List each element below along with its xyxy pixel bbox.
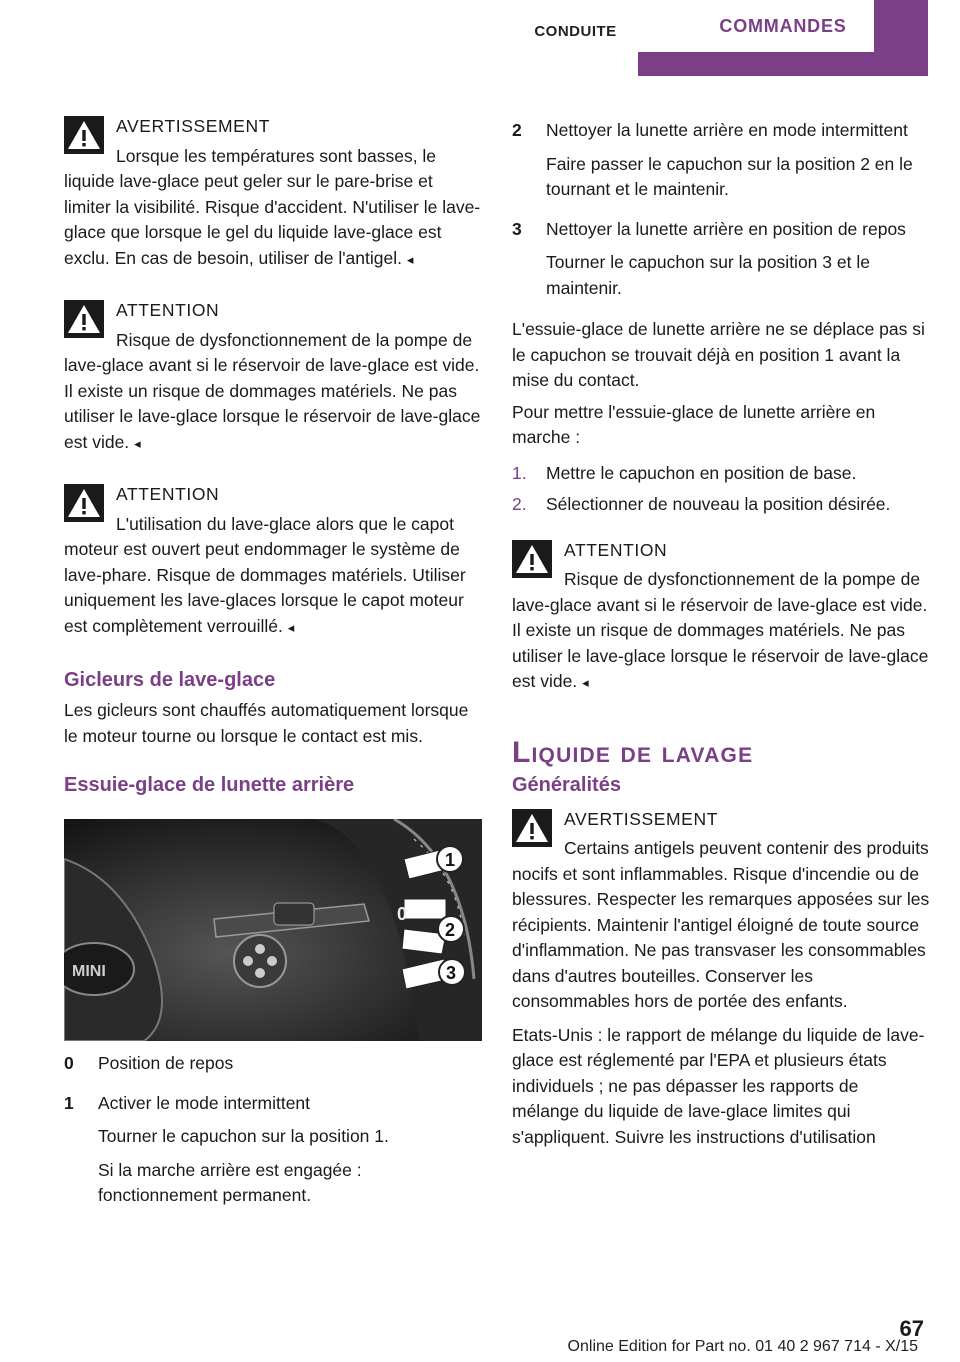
legend-right — [512, 118, 930, 309]
left-column — [64, 112, 482, 1223]
warning-title: ATTENTION — [116, 484, 220, 504]
warning-triangle-icon — [64, 116, 104, 154]
steps-list — [512, 461, 930, 518]
end-mark: ◂ — [134, 435, 141, 451]
warning-block-5 — [512, 805, 930, 1015]
warning-text: Risque de dysfonctionnement de la pompe de lave-glace avant si le réservoir de lave-glace est vide. Il existe un risque de dommages matériels. Ne pas utiliser le lave-glace lorsque le réservoir de lave-glace est vide. ◂ — [512, 569, 929, 691]
legend-line: Faire passer le capuchon sur la position 2 en le tournant et le maintenir. — [546, 153, 913, 199]
tab-conduite-label: CONDUITE — [534, 22, 617, 40]
wiper-stalk-figure — [64, 819, 482, 1041]
paragraph-rear-wiper-start: Pour mettre l'essuie-glace de lunette arrière en marche : — [512, 401, 876, 447]
figure-label-2: 2 — [445, 920, 456, 940]
edition-footer: Online Edition for Part no. 01 40 2 967 714 - X/15 — [567, 1338, 918, 1355]
section-title-liquide: Liquide de lavage — [512, 735, 754, 769]
section-title-gicleurs: Gicleurs de lave-glace — [64, 669, 276, 691]
figure-label-1: 1 — [445, 850, 456, 870]
warning-text: Certains antigels peuvent contenir des produits nocifs et sont inflammables. Risque d'incendie ou de blessures. Respecter les remarques apposées sur les récipients. Maintenir l'antigel éloigné de toute source d'inflammation. Ne pas transvaser les consommables dans d'autres bouteilles. Conserver les consommables hors de portée des enfants. — [512, 838, 930, 1011]
right-column — [512, 118, 930, 1156]
warning-triangle-icon — [512, 540, 552, 578]
figure-label-3: 3 — [446, 963, 457, 983]
legend-item-3 — [512, 217, 930, 310]
paragraph-usa-regulation: Etats-Unis : le rapport de mélange du liquide de lave-glace est réglementé par l'EPA et plusieurs états individuels ; ne pas dépasser les rapports de mélange du liquide de lave-glace limites qui s'appliquent. Suivre les instructions d'utilisation — [512, 1024, 925, 1147]
legend-line: Position de repos — [98, 1053, 234, 1073]
warning-block-3 — [64, 480, 482, 640]
figure-label-0: 0 — [397, 904, 408, 924]
legend-number: 1 — [64, 1092, 74, 1113]
legend-line: Si la marche arrière est engagée : fonctionnement permanent. — [98, 1159, 362, 1205]
warning-text: Risque de dysfonctionnement de la pompe de lave-glace avant si le réservoir de lave-glace est vide. Il existe un risque de dommages matériels. Ne pas utiliser le lave-glace lorsque le réservoir de lave-glace est vide. ◂ — [64, 329, 481, 452]
warning-text: Lorsque les températures sont basses, le liquide lave-glace peut geler sur le pare-brise et limiter la visibilité. Risque d'accident. N'utiliser le lave-glace que lorsque le gel du liquide lave-glace est exclu. En cas de besoin, utiliser de l'antigel. ◂ — [64, 145, 481, 268]
step-text: Sélectionner de nouveau la position désirée. — [546, 494, 891, 514]
warning-triangle-icon — [512, 809, 552, 847]
warning-title: ATTENTION — [564, 539, 668, 560]
legend-number: 2 — [512, 120, 522, 140]
tab-commandes[interactable] — [638, 0, 928, 76]
warning-title: ATTENTION — [116, 300, 220, 320]
warning-block-2 — [64, 296, 482, 456]
end-mark: ◂ — [582, 675, 589, 690]
end-mark: ◂ — [287, 619, 295, 635]
warning-title: AVERTISSEMENT — [564, 808, 718, 829]
tab-commandes-label: COMMANDES — [719, 16, 847, 36]
legend-line: Tourner le capuchon sur la position 3 et le maintenir. — [546, 252, 870, 298]
step-item — [512, 461, 930, 487]
legend-line: Activer le mode intermittent — [98, 1092, 311, 1113]
tab-conduite[interactable] — [513, 0, 638, 62]
legend-line: Nettoyer la lunette arrière en position de repos — [546, 218, 906, 239]
warning-block-4 — [512, 536, 930, 696]
legend-item-1 — [64, 1091, 482, 1217]
section-title-essuie-glace: Essuie-glace de lunette arrière — [64, 774, 355, 796]
legend-item-2 — [512, 118, 930, 211]
step-item — [512, 492, 930, 518]
header-tabs — [513, 0, 928, 76]
legend-item-0 — [64, 1051, 482, 1085]
legend-line: Nettoyer la lunette arrière en mode intermittent — [546, 120, 908, 140]
warning-block-1 — [64, 112, 482, 272]
section-subtitle-generalites: Généralités — [512, 774, 621, 796]
mini-logo: MINI — [72, 963, 106, 980]
end-mark: ◂ — [406, 251, 414, 267]
page-number: 67 — [899, 1316, 924, 1341]
warning-triangle-icon — [64, 484, 104, 522]
step-text: Mettre le capuchon en position de base. — [546, 462, 857, 483]
warning-text: L'utilisation du lave-glace alors que le capot moteur est ouvert peut endommager le système de lave-phare. Risque de dommages matériels. Utiliser uniquement les lave-glaces lorsque le capot moteur est complètement verrouillé. ◂ — [64, 513, 466, 636]
paragraph-rear-wiper-note: L'essuie-glace de lunette arrière ne se déplace pas si le capuchon se trouvait déjà en position 1 avant la mise du contact. — [512, 319, 925, 390]
legend-number: 3 — [512, 218, 522, 239]
step-number: 1. — [512, 462, 527, 483]
step-number: 2. — [512, 494, 527, 514]
warning-title: AVERTISSEMENT — [116, 116, 270, 136]
warning-triangle-icon — [64, 300, 104, 338]
legend-number: 0 — [64, 1053, 74, 1073]
legend-left — [64, 1051, 482, 1217]
wiper-stalk-illustration — [64, 819, 482, 1041]
section-text-gicleurs: Les gicleurs sont chauffés automatiquement lorsque le moteur tourne ou lorsque le contact est mis. — [64, 700, 469, 746]
legend-line: Tourner le capuchon sur la position 1. — [98, 1126, 389, 1146]
